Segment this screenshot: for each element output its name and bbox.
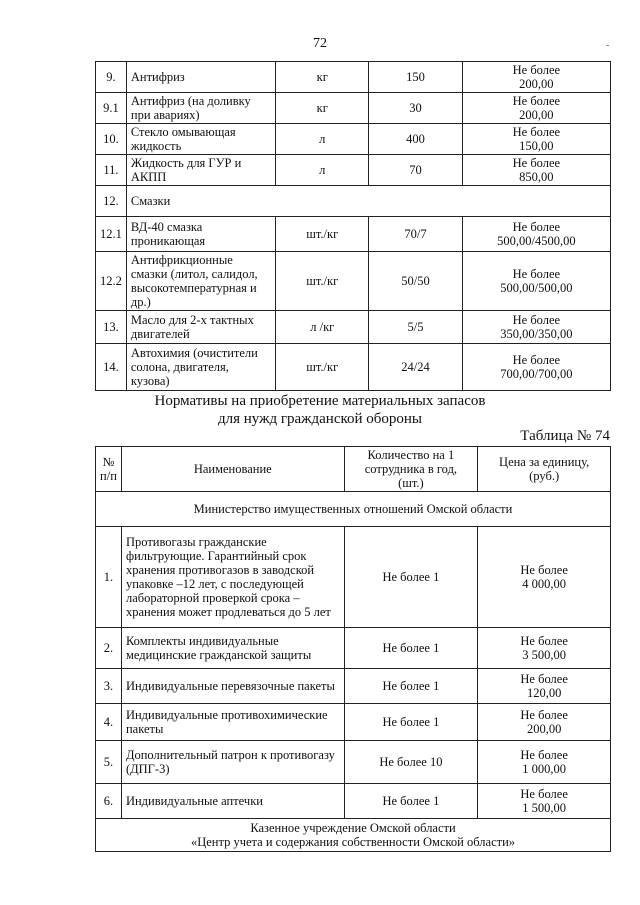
row-qty: Не более 1 — [344, 704, 478, 741]
section-heading — [0, 392, 640, 428]
row-unit: шт./кг — [276, 344, 369, 391]
header-num: № п/п — [96, 447, 122, 492]
row-name: Антифриз — [126, 62, 275, 93]
row-qty: 150 — [369, 62, 462, 93]
heading-line-1: Нормативы на приобретение материальных запасов — [154, 393, 486, 409]
row-qty: Не более 1 — [344, 527, 478, 628]
row-price: Не более 4 000,00 — [478, 527, 611, 628]
heading-line-2: для нужд гражданской обороны — [217, 411, 423, 427]
table-row — [96, 155, 611, 186]
row-num: 1. — [96, 527, 122, 628]
row-unit: л — [276, 124, 369, 155]
header-name: Наименование — [121, 447, 344, 492]
row-name: Стекло омывающая жидкость — [126, 124, 275, 155]
row-price: Не более 120,00 — [478, 669, 611, 704]
row-num: 9.1 — [96, 93, 127, 124]
row-price: Не более 500,00/4500,00 — [462, 217, 610, 252]
row-num: 12.1 — [96, 217, 127, 252]
civil-defense-table-74 — [95, 446, 611, 852]
row-price: Не более 150,00 — [462, 124, 610, 155]
table-row — [96, 217, 611, 252]
row-name: Жидкость для ГУР и АКПП — [126, 155, 275, 186]
table-row — [96, 704, 611, 741]
row-price: Не более 1 500,00 — [478, 784, 611, 819]
row-unit: шт./кг — [276, 252, 369, 311]
row-name: Индивидуальные противохимические пакеты — [121, 704, 344, 741]
table-row — [96, 252, 611, 311]
row-qty: 50/50 — [369, 252, 462, 311]
row-price: Не более 350,00/350,00 — [462, 311, 610, 344]
row-price: Не более 1 000,00 — [478, 741, 611, 784]
table-header-row — [96, 447, 611, 492]
row-name: Противогазы гражданские фильтрующие. Гарантийный срок хранения противогазов в заводской упаковке –12 лет, с последующей лабораторной проверкой срока – хранения может продлеваться до 5 лет — [121, 527, 344, 628]
row-unit: кг — [276, 62, 369, 93]
row-qty: 70 — [369, 155, 462, 186]
table-row — [96, 741, 611, 784]
row-num: 2. — [96, 628, 122, 669]
row-qty: 5/5 — [369, 311, 462, 344]
table-row — [96, 669, 611, 704]
row-qty: Не более 1 — [344, 669, 478, 704]
row-name: Смазки — [126, 186, 610, 217]
table-row — [96, 311, 611, 344]
table-row — [96, 93, 611, 124]
row-name: Индивидуальные аптечки — [121, 784, 344, 819]
row-name: Автохимия (очистители солона, двигателя, кузова) — [126, 344, 275, 391]
table-row — [96, 628, 611, 669]
row-qty: 70/7 — [369, 217, 462, 252]
row-name: Антифрикционные смазки (литол, салидол, высокотемпературная и др.) — [126, 252, 275, 311]
row-name: ВД-40 смазка проникающая — [126, 217, 275, 252]
row-price: Не более 200,00 — [478, 704, 611, 741]
table-row — [96, 124, 611, 155]
row-qty: Не более 1 — [344, 628, 478, 669]
row-num: 11. — [96, 155, 127, 186]
table-row — [96, 186, 611, 217]
row-num: 13. — [96, 311, 127, 344]
page-number: 72 — [313, 36, 327, 51]
row-num: 4. — [96, 704, 122, 741]
table-row — [96, 62, 611, 93]
row-qty: Не более 10 — [344, 741, 478, 784]
header-price: Цена за единицу, (руб.) — [478, 447, 611, 492]
row-num: 12. — [96, 186, 127, 217]
row-name: Индивидуальные перевязочные пакеты — [121, 669, 344, 704]
row-qty: 30 — [369, 93, 462, 124]
table-row — [96, 344, 611, 391]
row-name: Антифриз (на доливку при авариях) — [126, 93, 275, 124]
row-name: Масло для 2-х тактных двигателей — [126, 311, 275, 344]
row-price: Не более 850,00 — [462, 155, 610, 186]
row-qty: Не более 1 — [344, 784, 478, 819]
footer-row — [96, 819, 611, 852]
row-unit: л — [276, 155, 369, 186]
row-qty: 400 — [369, 124, 462, 155]
corner-mark: - — [606, 40, 610, 51]
row-unit: л /кг — [276, 311, 369, 344]
row-unit: кг — [276, 93, 369, 124]
row-unit: шт./кг — [276, 217, 369, 252]
row-name: Дополнительный патрон к противогазу (ДПГ-3) — [121, 741, 344, 784]
ministry-title: Министерство имущественных отношений Омской области — [96, 492, 611, 527]
materials-table-73 — [95, 61, 611, 391]
table-label: Таблица № 74 — [520, 428, 610, 444]
row-price: Не более 3 500,00 — [478, 628, 611, 669]
row-price: Не более 500,00/500,00 — [462, 252, 610, 311]
row-qty: 24/24 — [369, 344, 462, 391]
row-price: Не более 200,00 — [462, 93, 610, 124]
row-price: Не более 700,00/700,00 — [462, 344, 610, 391]
header-qty: Количество на 1 сотрудника в год, (шт.) — [344, 447, 478, 492]
row-num: 5. — [96, 741, 122, 784]
row-num: 10. — [96, 124, 127, 155]
row-price: Не более 200,00 — [462, 62, 610, 93]
row-num: 6. — [96, 784, 122, 819]
row-num: 12.2 — [96, 252, 127, 311]
row-num: 9. — [96, 62, 127, 93]
row-name: Комплекты индивидуальные медицинские гражданской защиты — [121, 628, 344, 669]
table-row — [96, 527, 611, 628]
table-row — [96, 784, 611, 819]
ministry-row — [96, 492, 611, 527]
row-num: 14. — [96, 344, 127, 391]
row-num: 3. — [96, 669, 122, 704]
footer-organization: Казенное учреждение Омской области «Центр учета и содержания собственности Омской области» — [96, 819, 611, 852]
